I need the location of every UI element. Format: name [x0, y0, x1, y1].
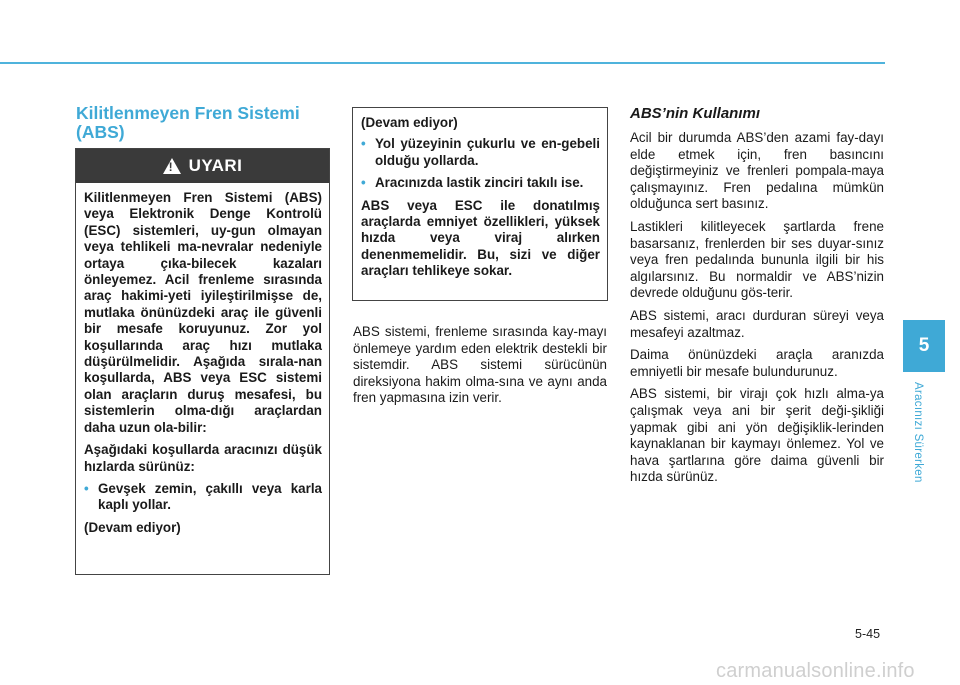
watermark: carmanualsonline.info — [716, 660, 915, 682]
chapter-label: Aracınızı Sürerken — [912, 382, 924, 483]
bullet-dot-icon: • — [361, 136, 366, 152]
abs-usage-section — [630, 105, 884, 492]
continued-body — [353, 108, 607, 280]
warning-label: UYARI — [188, 156, 243, 175]
warning-box — [75, 148, 330, 575]
warning-triangle-icon — [163, 158, 181, 174]
warning-paragraph-1: Kilitlenmeyen Fren Sistemi (ABS) veya Elektronik Denge Kontrolü (ESC) sistemleri, uy-gun olmayan veya tehlikeli ma-nevralar nedeniyle ortaya çıka-bilecek kazaları önleyemez. Acil frenleme sırasında araç hakimi-yeti iyileştirilmişse de, mutlaka önünüzdeki araç ile güvenli bir mesafe koruyunuz. Zor yol koşullarında araç hızı mutlaka düşürülmelidir. Aşağıda sırala-nan koşullarda, ABS veya ESC sistemi olan araçların duruş mesafesi, bu sistemlerin olma-dığı araçlardan daha uzun ola-bilir: — [84, 190, 322, 435]
abs-usage-paragraph-4: Daima önünüzdeki araçla aranızda emniyetli bir mesafe bulundurunuz. — [630, 347, 884, 379]
warning-paragraph-2: Aşağıdaki koşullarda aracınızı düşük hızlarda sürünüz: — [84, 442, 322, 474]
continued-bullet-1-text: Yol yüzeyinin çukurlu ve en-gebeli olduğu yollarda. — [375, 136, 600, 168]
warning-continued: (Devam ediyor) — [84, 519, 181, 535]
top-rule — [0, 62, 885, 64]
abs-usage-paragraph-1: Acil bir durumda ABS’den azami fay-dayı elde etmek için, fren basıncını değiştirmeyiniz ve frenleri pompala-maya çalışmayınız. Fren pedalına mümkün olduğunca sert basınız. — [630, 130, 884, 212]
warning-bullet-1-text: Gevşek zemin, çakıllı veya karla kaplı yollar. — [98, 480, 322, 513]
continued-bullet-1 — [361, 136, 600, 169]
chapter-tab: 5 — [903, 320, 945, 372]
warning-header — [76, 149, 329, 183]
continued-header: (Devam ediyor) — [361, 115, 458, 130]
warning-bullet-1 — [84, 481, 322, 514]
continued-paragraph-1: ABS veya ESC ile donatılmış araçlarda emniyet özellikleri, yüksek hızda veya viraj alırken denenmemelidir. Bu, sizi ve diğer araçları tehlikeye sokar. — [361, 197, 600, 279]
warning-body — [76, 183, 329, 536]
abs-usage-paragraph-3: ABS sistemi, aracı durduran süreyi veya mesafeyi azaltmaz. — [630, 307, 884, 340]
abs-description: ABS sistemi, frenleme sırasında kay-mayı önlemeye yardım eden elektrik destekli bir sistemdir. ABS sistemi sürücünün direksiyona hakim olma-sına ve aynı anda fren yapmasına izin verir. — [353, 324, 607, 406]
abs-usage-paragraph-5: ABS sistemi, bir virajı çok hızlı alma-ya çalışmak veya ani bir şerit deği-şikliği yapmak gibi ani yön değişiklik-lerinden kaynaklanan bir kaymayı önlemez. Yol ve hava şartlarına göre daima güvenli bir hızda sürünüz. — [630, 386, 884, 485]
abs-description-block — [353, 324, 607, 413]
bullet-dot-icon: • — [84, 480, 89, 496]
abs-usage-title: ABS’nin Kullanımı — [630, 105, 761, 122]
continued-bullet-2-text: Aracınızda lastik zinciri takılı ise. — [375, 175, 584, 191]
page-number: 5-45 — [855, 627, 881, 641]
continued-bullet-2 — [361, 175, 600, 191]
abs-usage-paragraph-2: Lastikleri kilitleyecek şartlarda frene basarsanız, frenlerden bir ses duyar-sınız veya fren pedalında bununla ilgili bir his algılarsınız. Bu normaldir ve ABS’nizin devrede olduğunu gös-terir. — [630, 218, 884, 301]
bullet-dot-icon: • — [361, 175, 366, 191]
continued-warning-box — [352, 107, 608, 301]
section-title: Kilitlenmeyen Fren Sistemi (ABS) — [76, 103, 300, 142]
